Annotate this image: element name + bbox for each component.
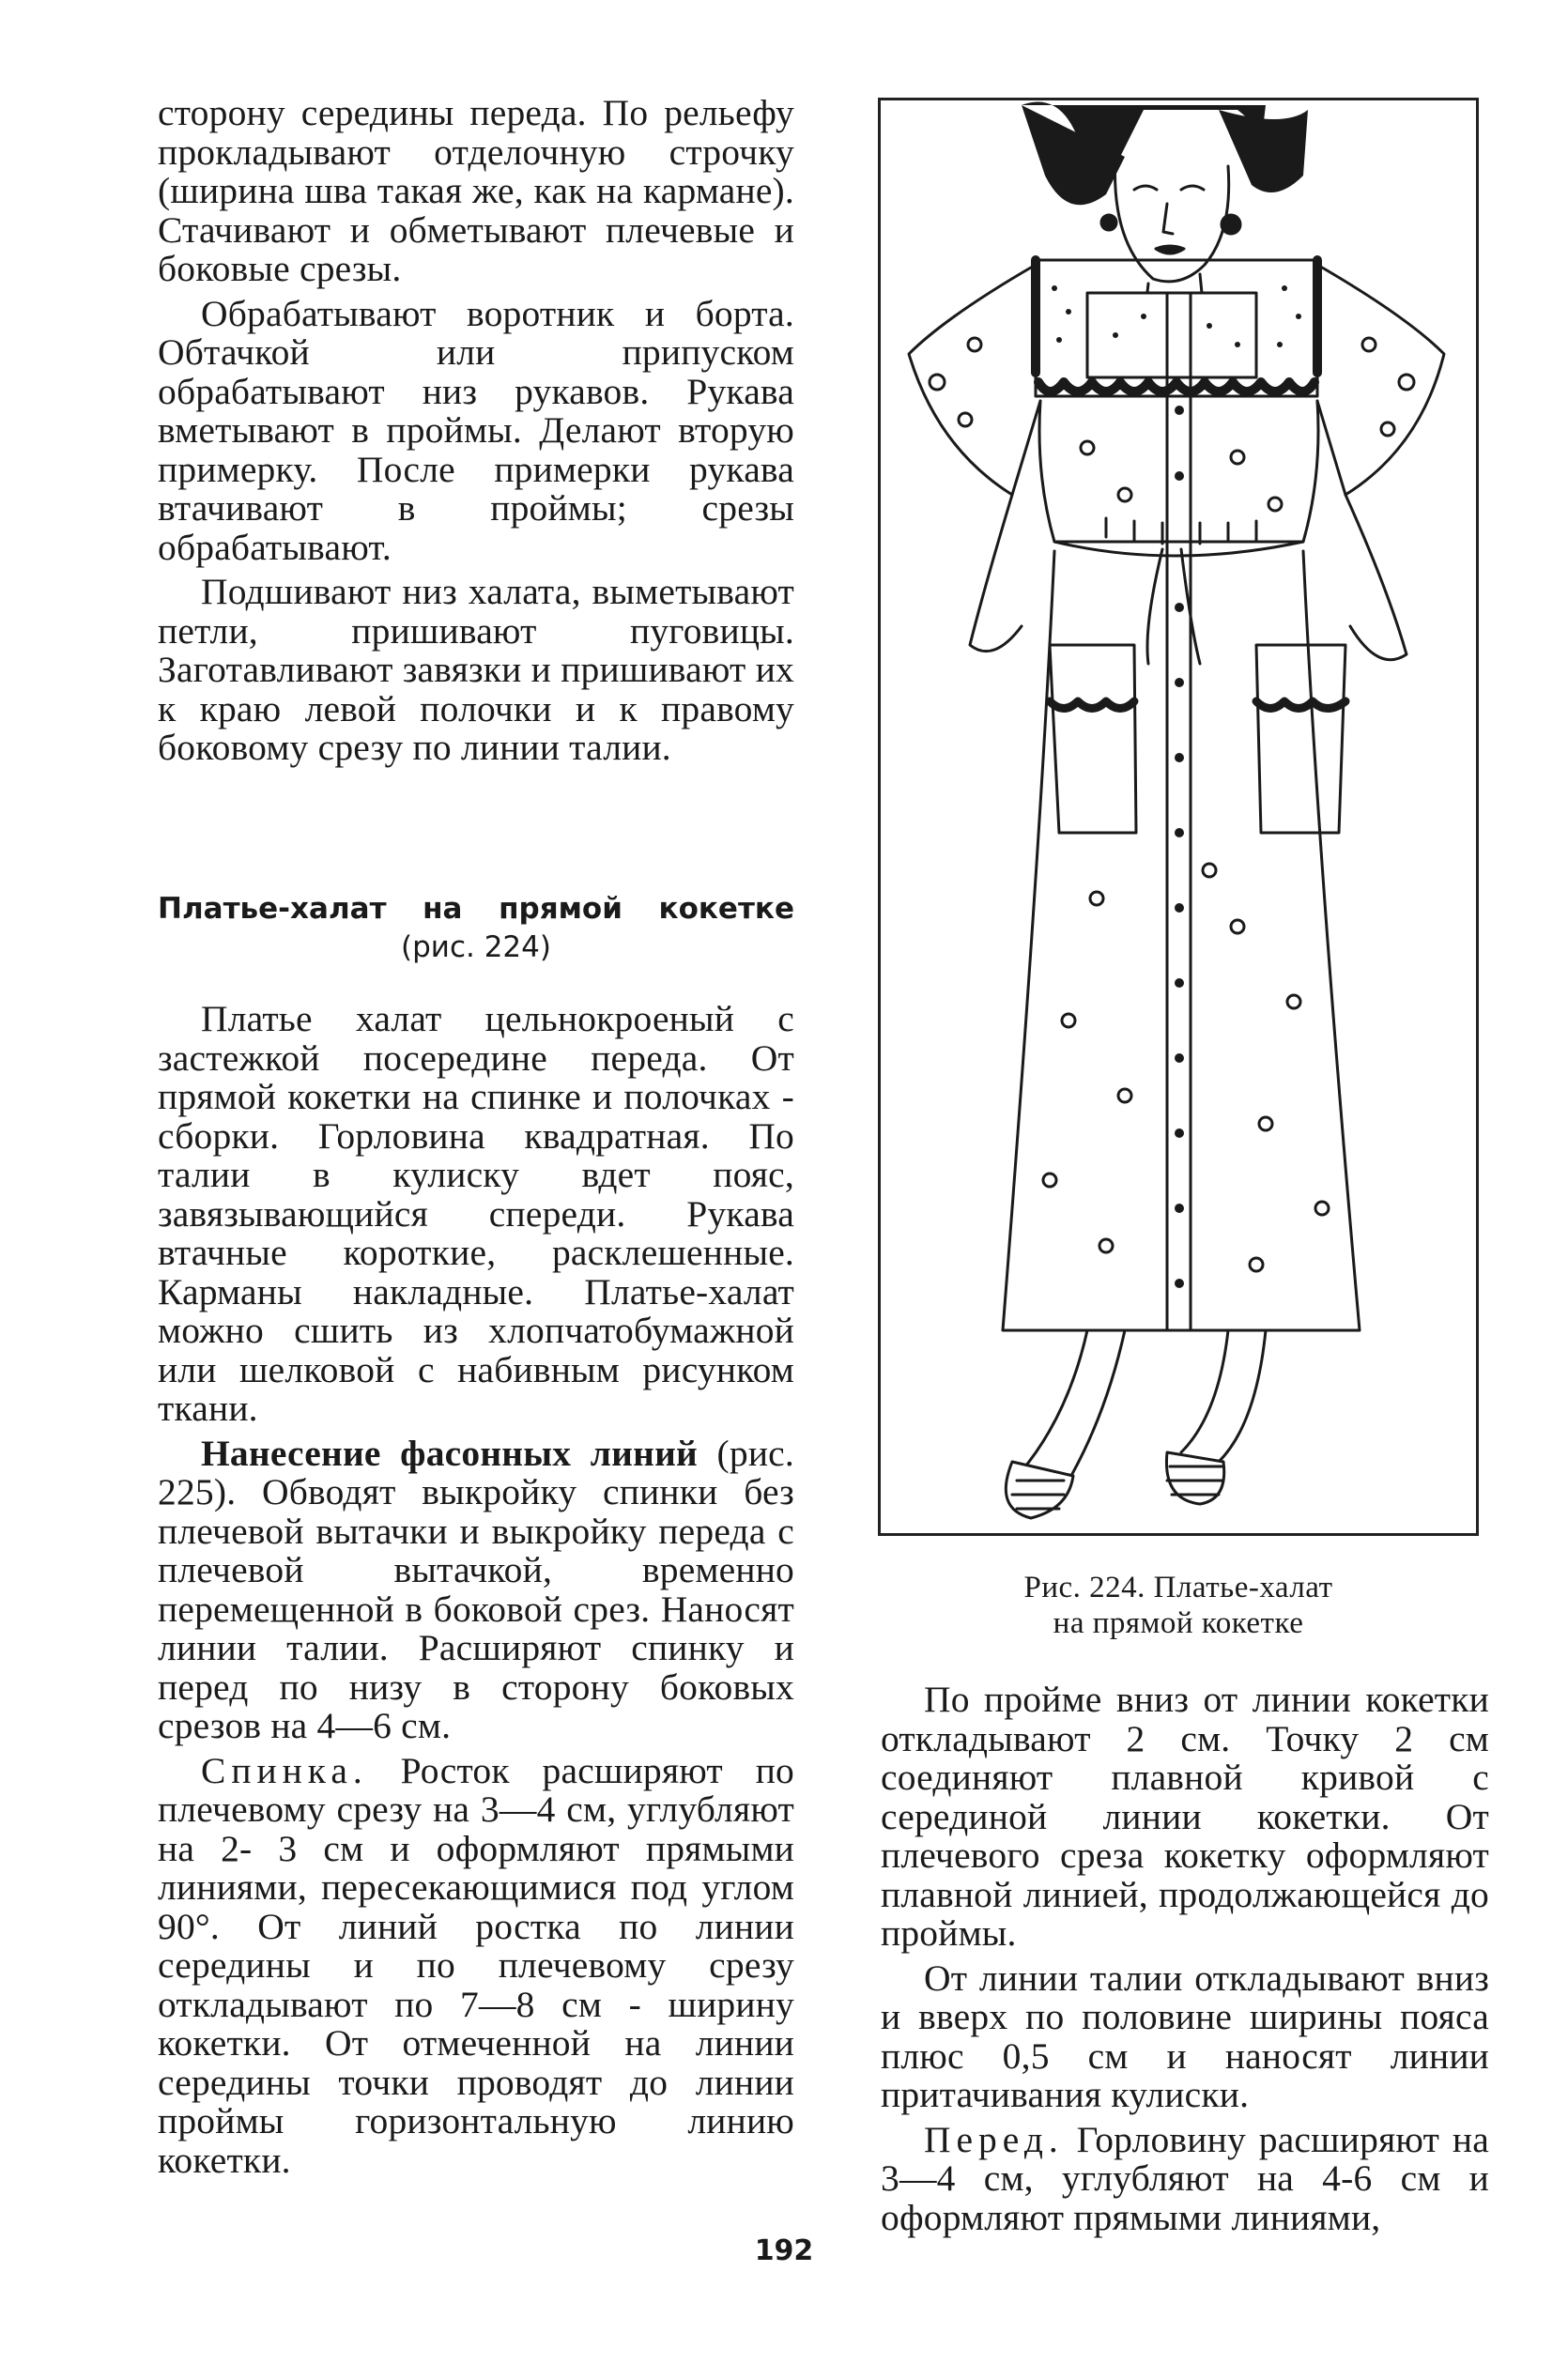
paragraph-front	[881, 2118, 1489, 2238]
paragraph-lines-lead: Нанесение фасонных линий	[201, 1432, 698, 1474]
paragraph-back	[158, 1749, 794, 2181]
paragraph-continuation: сторону середины переда. По рельефу прокладывают отделочную строчку (ширина шва такая же, как на кармане). Стачивают и обметывают плечевые и боковые срезы.	[158, 92, 794, 289]
figure-caption-line1: Рис. 224. Платье-халат	[1023, 1571, 1333, 1604]
paragraph-back-text: Росток расширяют по плечевому срезу на 3—4 см, углубляют на 2- 3 см и оформляют прямыми линиями, пересекающимися под углом 90°. От линий ростка по линии середины и по плечевому срезу откладывают по 7—8 см - ширину кокетки. От отмеченной на линии середины точки проводят до линии проймы горизонтальную линию кокетки.	[158, 1749, 794, 2181]
paragraph-lines-text: (рис. 225). Обводят выкройку спинки без плечевой вытачки и выкройку переда с плечевой вытачкой, временно перемещенной в боковой срез. Наносят линии талии. Расширяют спинку и перед по низу в сторону боковых срезов на 4—6 см.	[158, 1432, 794, 1746]
left-column-section	[158, 1000, 794, 2180]
paragraph-lines	[158, 1432, 794, 1746]
figure-caption	[878, 1570, 1479, 1641]
right-column	[881, 1681, 1489, 2237]
paragraph-armhole: По пройме вниз от линии кокетки откладывают 2 см. Точку 2 см соединяют плавной кривой с серединой линии кокетки. От плечевого среза кокетку оформляют плавной линией, продолжающейся до проймы.	[881, 1679, 1489, 1954]
paragraph-waist: От линии талии откладывают вниз и вверх по половине ширины пояса плюс 0,5 см и наносят линии притачивания кулиски.	[881, 1957, 1489, 2115]
section-title: Платье-халат на прямой кокетке	[158, 892, 794, 926]
paragraph-back-lead: Спинка.	[201, 1749, 368, 1791]
section-heading	[158, 890, 794, 967]
paragraph-front-lead: Перед.	[924, 2118, 1064, 2160]
left-column-top	[158, 94, 794, 768]
paragraph-front-text: Горловину расширяют на 3—4 см, углубляют на 4-6 см и оформляют прямыми линиями,	[881, 2118, 1489, 2238]
paragraph-intro: Платье халат цельнокроеный с застежкой посередине переда. От прямой кокетки на спинке и полочках - сборки. Горловина квадратная. По талии в кулиску вдет пояс, завязывающийся спереди. Рукава втачные короткие, расклешенные. Карманы накладные. Платье-халат можно сшить из хлопчатобумажной или шелковой с набивным рисунком ткани.	[158, 998, 794, 1429]
dress-illustration	[881, 100, 1476, 1533]
figure-caption-line2: на прямой кокетке	[1053, 1606, 1304, 1640]
paragraph-hem: Подшивают низ халата, выметывают петли, пришивают пуговицы. Заготавливают завязки и пришивают их к краю левой полочки и к правому боковому срезу по линии талии.	[158, 571, 794, 768]
figure-illustration	[878, 98, 1479, 1536]
section-figure-ref: (рис. 224)	[401, 930, 551, 964]
paragraph-collar: Обрабатывают воротник и борта. Обтачкой или припуском обрабатывают низ рукавов. Рукава вметывают в проймы. Делают вторую примерку. После примерки рукава втачивают в проймы; срезы обрабатывают.	[158, 292, 794, 568]
page-number: 192	[754, 2234, 814, 2267]
